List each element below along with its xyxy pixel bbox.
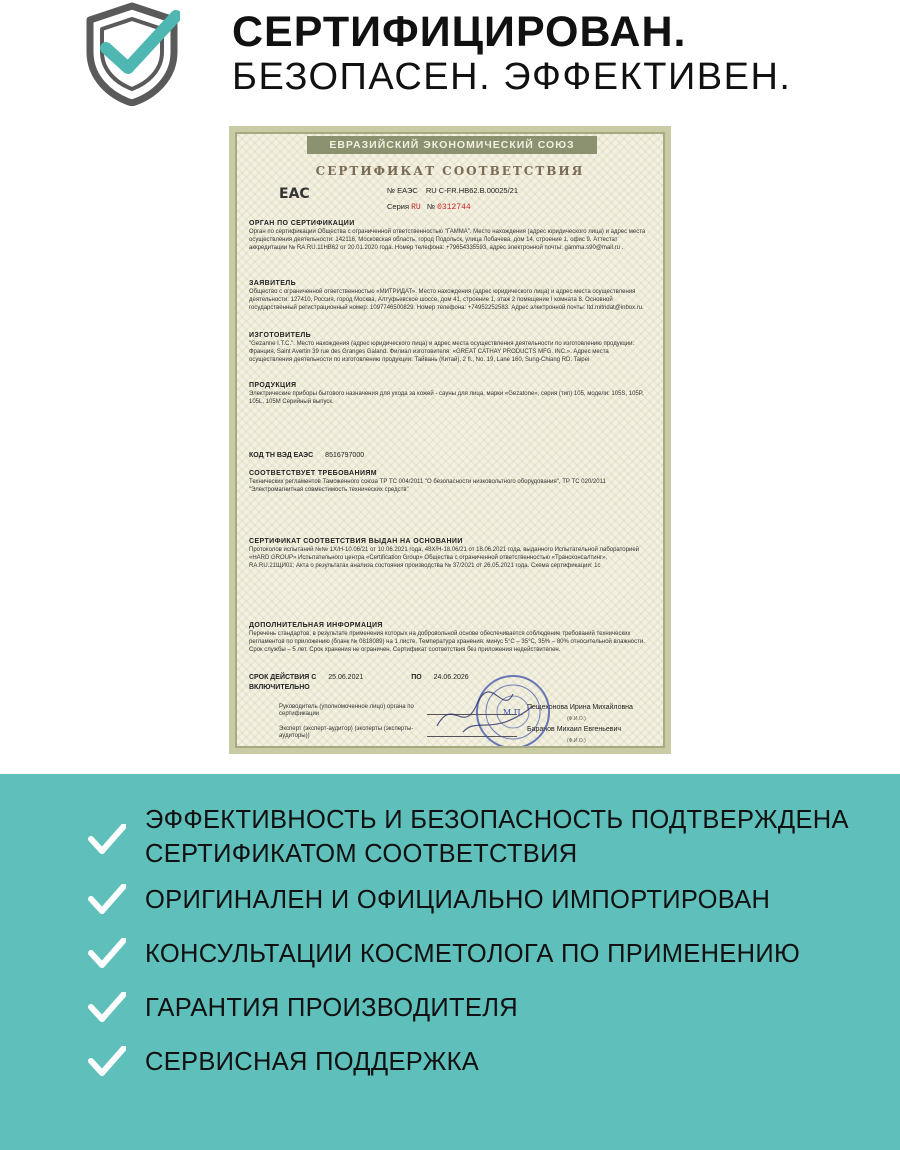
subtitle-safe-effective: БЕЗОПАСЕН. ЭФФЕКТИВЕН. [232, 56, 792, 98]
cert-section-basis [249, 538, 653, 570]
cert-section-manufacturer [249, 332, 653, 364]
title-certified: СЕРТИФИЦИРОВАН. [232, 8, 687, 56]
section-text: Технических регламентов Таможенного союза ТР ТС 004/2011 "О безопасности низковольтного оборудования", ТР ТС 020/2011 "Электромагнитная совместимость технических средств" [249, 479, 606, 493]
section-text: "Gezanne I.T.C.". Место нахождения (адрес юридического лица) и адрес места осуществления деятельности по изготовлению продукции: Франция, Saint Avertin 39 rue des Granges Galand. Филиал изготовителя: «GREAT CATHAY PRODUCTS MFG. INC.». Адрес места осуществления деятельности по изготовлению продукции: Тайвань (Китай), 2 fl., No. 19, Lane 160, Sung-Chiang RD. Taipei [249, 341, 635, 363]
series-value: RU [411, 203, 421, 212]
shield-check-icon [84, 2, 180, 106]
check-icon [88, 992, 126, 1022]
certificate-union-band: ЕВРАЗИЙСКИЙ ЭКОНОМИЧЕСКИЙ СОЮЗ [307, 136, 597, 154]
certificate-reg-number [387, 186, 518, 195]
section-heading: СООТВЕТСТВУЕТ ТРЕБОВАНИЯМ [249, 470, 378, 477]
feature-text: ОРИГИНАЛЕН И ОФИЦИАЛЬНО ИМПОРТИРОВАН [145, 886, 771, 914]
feature-text: СЕРВИСНАЯ ПОДДЕРЖКА [145, 1048, 480, 1076]
tnved-label: КОД ТН ВЭД ЕАЭС [249, 452, 314, 459]
expert-name: Баранов Михаил Евгеньевич [527, 726, 622, 733]
header [0, 0, 900, 110]
expert-role: Эксперт (эксперт-аудитор) (эксперты (эксперты-аудиторы)) [279, 726, 414, 739]
certificate-heading: СЕРТИФИКАТ СООТВЕТСТВИЯ [315, 164, 585, 178]
section-heading: ОРГАН ПО СЕРТИФИКАЦИИ [249, 220, 355, 227]
feature-text-line1: ЭФФЕКТИВНОСТЬ И БЕЗОПАСНОСТЬ ПОДТВЕРЖДЕНА [145, 806, 849, 834]
cert-tnved [249, 452, 653, 459]
reg-label: № ЕАЭС [387, 186, 418, 195]
certificate-series [387, 202, 471, 212]
reg-value: RU C-FR.HB62.B.00025/21 [425, 186, 518, 195]
certificate-image [229, 126, 671, 754]
section-heading: СЕРТИФИКАТ СООТВЕТСТВИЯ ВЫДАН НА ОСНОВАНИИ [249, 538, 463, 545]
head-name: Пещехонова Ирина Михайловна [527, 704, 633, 711]
section-heading: ЗАЯВИТЕЛЬ [249, 280, 297, 287]
check-icon [88, 1046, 126, 1076]
series-label: Серия [387, 202, 410, 211]
fio-caption: (Ф.И.О.) [567, 738, 586, 744]
number-value: 0312744 [437, 203, 471, 212]
check-icon [88, 938, 126, 968]
fio-caption: (Ф.И.О.) [567, 716, 586, 722]
validity-from: 25.06.2021 [328, 674, 364, 681]
validity-to: 24.06.2026 [433, 674, 469, 681]
section-text: Орган по сертификации Общества с ограниченной ответственностью "ГАММА". Место нахождения (адрес юридического лица) и адрес места осуществления деятельности: 142116, Московская область, город Подольск, улица Лобачева, дом 14, строение 1, офис 9. Аттестат аккредитации № RA.RU.11HB62 от 20.01.2020 года. Номер телефона: +79654335593, адрес электронной почты: gamma.s90@mail.ru . [249, 229, 646, 251]
head-role: Руководитель (уполномоченное лицо) органа по сертификации [279, 704, 414, 717]
feature-text-line2: СЕРТИФИКАТОМ СООТВЕТСТВИЯ [145, 840, 578, 868]
section-text: Протоколов испытаний №№ 1Х/Н-10.06/21 от 10.06.2021 года, 48Х/Н-18.06/21 от 18.06.2021 года, выданного Испытательной лабораторией «HARD GROUP» Испытательного центра «Certification Group» Общества с ограниченной ответственностью «Трансконсалтинг», RA.RU.21ЩИ01; Акта о результатах анализа состояния производства № 37/2021 от 26.05.2021 года. Схема сертификации: 1с [249, 547, 640, 569]
eac-mark: EAC [279, 186, 310, 202]
inclusive-label: ВКЛЮЧИТЕЛЬНО [249, 684, 310, 691]
section-text: Электрические приборы бытового назначения для ухода за кожей - сауны для лица, марки «Gezatone», серия (тип) 105, модели: 105S, 105P, 105L, 105M Серийный выпуск. [249, 391, 644, 405]
cert-section-conforms [249, 470, 653, 494]
cert-section-product [249, 382, 653, 406]
tnved-value: 8516797000 [325, 452, 365, 459]
check-icon [88, 884, 126, 914]
section-text: Общество с ограниченной ответственностью «МИТРИДАТ». Место нахождения (адрес юридического лица) и адрес места осуществления деятельности: 127410, Россия, город Москва, Алтуфьевское шоссе, дом 41, строение 1, этаж 2 помещение I комната 8. Основной государственный регистрационный номер: 1097746500829. Номер телефона: +74952252583. Адрес электронной почты: ltd.mitridat@inbox.ru. [249, 289, 644, 311]
check-icon [88, 824, 126, 854]
cert-section-applicant [249, 280, 653, 312]
certificate-body [235, 132, 665, 748]
number-label: № [426, 202, 436, 211]
feature-text: ГАРАНТИЯ ПРОИЗВОДИТЕЛЯ [145, 994, 518, 1022]
cert-section-authority [249, 220, 653, 252]
validity-to-label: ПО [411, 674, 422, 681]
section-heading: ДОПОЛНИТЕЛЬНАЯ ИНФОРМАЦИЯ [249, 622, 383, 629]
validity-label: СРОК ДЕЙСТВИЯ С [249, 674, 317, 681]
cert-section-extra [249, 622, 653, 654]
stamp-text: М.П. [502, 708, 524, 717]
signature-scribble-icon [433, 686, 543, 742]
section-heading: ПРОДУКЦИЯ [249, 382, 297, 389]
feature-text: КОНСУЛЬТАЦИИ КОСМЕТОЛОГА ПО ПРИМЕНЕНИЮ [145, 940, 801, 968]
section-heading: ИЗГОТОВИТЕЛЬ [249, 332, 312, 339]
section-text: Перечень стандартов, в результате применения которых на добровольной основе обеспечивается соблюдение требований технических регламентов по приложению (бланк № 0818089) на 1 листе. Температура хранения: минус 5°C – 35°C, 35% – 80% относительной влажности. Срок службы – 5 лет. Срок хранения не ограничен. Сертификат соответствия без приложения недействителен. [249, 631, 645, 653]
features-panel [0, 774, 900, 1150]
